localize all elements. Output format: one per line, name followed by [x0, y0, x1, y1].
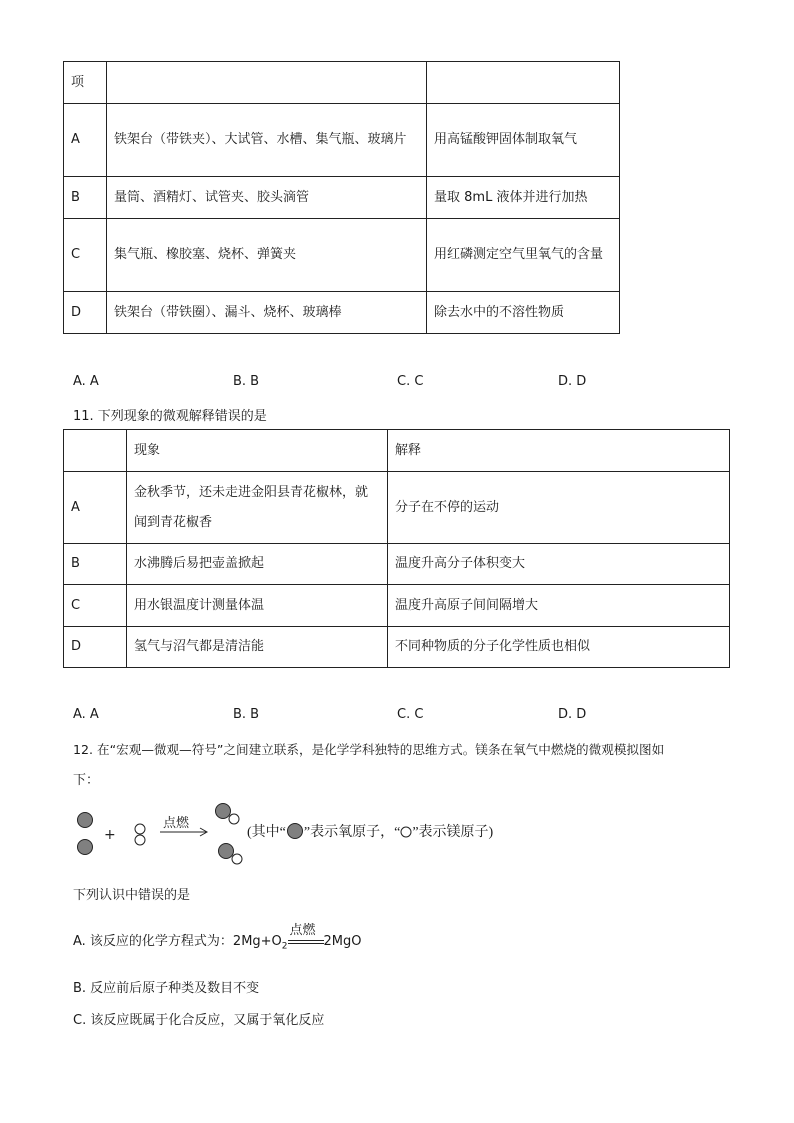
table-cell: 金秋季节，还未走进金阳县青花椒林，就闻到青花椒香: [127, 472, 388, 544]
table-cell: C: [64, 585, 127, 627]
table-cell: 量取 8mL 液体并进行加热: [427, 177, 620, 219]
legend-text: ”表示氧原子，“: [303, 825, 401, 840]
q12-stem-line2: 下：: [73, 773, 100, 788]
table-row: [64, 544, 730, 585]
table-cell: 用高锰酸钾固体制取氧气: [427, 104, 620, 177]
table-cell: 铁架台（带铁夹）、大试管、水槽、集气瓶、玻璃片: [107, 104, 427, 177]
table-cell: 解释: [388, 430, 730, 472]
option-a-text: A. 该反应的化学方程式为：2Mg+O: [73, 934, 282, 949]
table-cell: 温度升高原子间间隔增大: [388, 585, 730, 627]
table-cell: 现象: [127, 430, 388, 472]
table-cell: 分子在不停的运动: [388, 472, 730, 544]
q12-option-c[interactable]: C. 该反应既属于化合反应，又属于氧化反应: [73, 1013, 325, 1028]
table-row: [64, 430, 730, 472]
option-a-product: 2MgO: [323, 934, 362, 949]
table-cell: C: [64, 219, 107, 292]
table-row: [64, 104, 620, 177]
equals-line: [288, 940, 324, 941]
q12-stem-line1: 12. 在“宏观—微观—符号”之间建立联系，是化学学科独特的思维方式。镁条在氧气中燃烧的微观模拟图如: [73, 742, 665, 757]
diagram-legend: [247, 821, 493, 841]
oxygen-atom-legend-icon: [286, 822, 304, 840]
magnesium-atom: [232, 854, 242, 864]
q11-option-b[interactable]: B. B: [233, 707, 260, 722]
table-cell: A: [64, 104, 107, 177]
table-cell: 铁架台（带铁圈）、漏斗、烧杯、玻璃棒: [107, 292, 427, 334]
table-row: [64, 177, 620, 219]
magnesium-atom-legend-icon: [400, 826, 412, 838]
oxygen-atom: [216, 804, 231, 819]
oxygen-atom: [78, 813, 93, 828]
table-cell: 氢气与沼气都是清洁能: [127, 627, 388, 668]
table-row: [64, 585, 730, 627]
table-cell: 用红磷测定空气里氧气的含量: [427, 219, 620, 292]
table-row: [64, 472, 730, 544]
table-row: [64, 62, 620, 104]
plus-sign: +: [104, 827, 116, 843]
q11-option-d[interactable]: D. D: [558, 707, 587, 722]
legend-text: ”表示镁原子): [412, 825, 494, 840]
reaction-condition-mark: [288, 922, 324, 949]
table-cell: 用水银温度计测量体温: [127, 585, 388, 627]
q11-option-c[interactable]: C. C: [397, 707, 424, 722]
q12-option-a[interactable]: [73, 922, 362, 952]
table-cell: 集气瓶、橡胶塞、烧杯、弹簧夹: [107, 219, 427, 292]
magnesium-atom: [135, 824, 145, 834]
q10-option-b[interactable]: B. B: [233, 374, 260, 389]
q11-option-a[interactable]: A. A: [73, 707, 99, 722]
condition-label: 点燃: [289, 922, 316, 938]
table-cell: D: [64, 292, 107, 334]
q11-stem: 11. 下列现象的微观解释错误的是: [73, 409, 267, 424]
table-cell: 除去水中的不溶性物质: [427, 292, 620, 334]
q10-option-c[interactable]: C. C: [397, 374, 424, 389]
table-cell: 温度升高分子体积变大: [388, 544, 730, 585]
legend-text: (其中“: [247, 825, 286, 840]
magnesium-atom: [229, 814, 239, 824]
table-cell: 水沸腾后易把壶盖掀起: [127, 544, 388, 585]
q10-table: [63, 61, 620, 334]
subscript-2: 2: [281, 941, 288, 952]
table-cell: [64, 430, 127, 472]
table-row: [64, 219, 620, 292]
table-cell: [427, 62, 620, 104]
table-row: [64, 292, 620, 334]
table-cell: B: [64, 177, 107, 219]
q11-table: [63, 429, 730, 668]
reaction-condition: 点燃: [163, 816, 190, 831]
table-cell: A: [64, 472, 127, 544]
q12-prompt: 下列认识中错误的是: [73, 888, 191, 903]
table-cell: B: [64, 544, 127, 585]
table-cell: D: [64, 627, 127, 668]
table-row: [64, 627, 730, 668]
q10-option-a[interactable]: A. A: [73, 374, 99, 389]
q12-option-b[interactable]: B. 反应前后原子种类及数目不变: [73, 981, 260, 996]
table-cell: 项: [64, 62, 107, 104]
magnesium-atom: [135, 835, 145, 845]
equals-line: [288, 943, 324, 944]
table-cell: 不同种物质的分子化学性质也相似: [388, 627, 730, 668]
table-cell: [107, 62, 427, 104]
q10-option-d[interactable]: D. D: [558, 374, 587, 389]
oxygen-atom: [219, 844, 234, 859]
oxygen-atom: [78, 840, 93, 855]
table-cell: 量筒、酒精灯、试管夹、胶头滴管: [107, 177, 427, 219]
